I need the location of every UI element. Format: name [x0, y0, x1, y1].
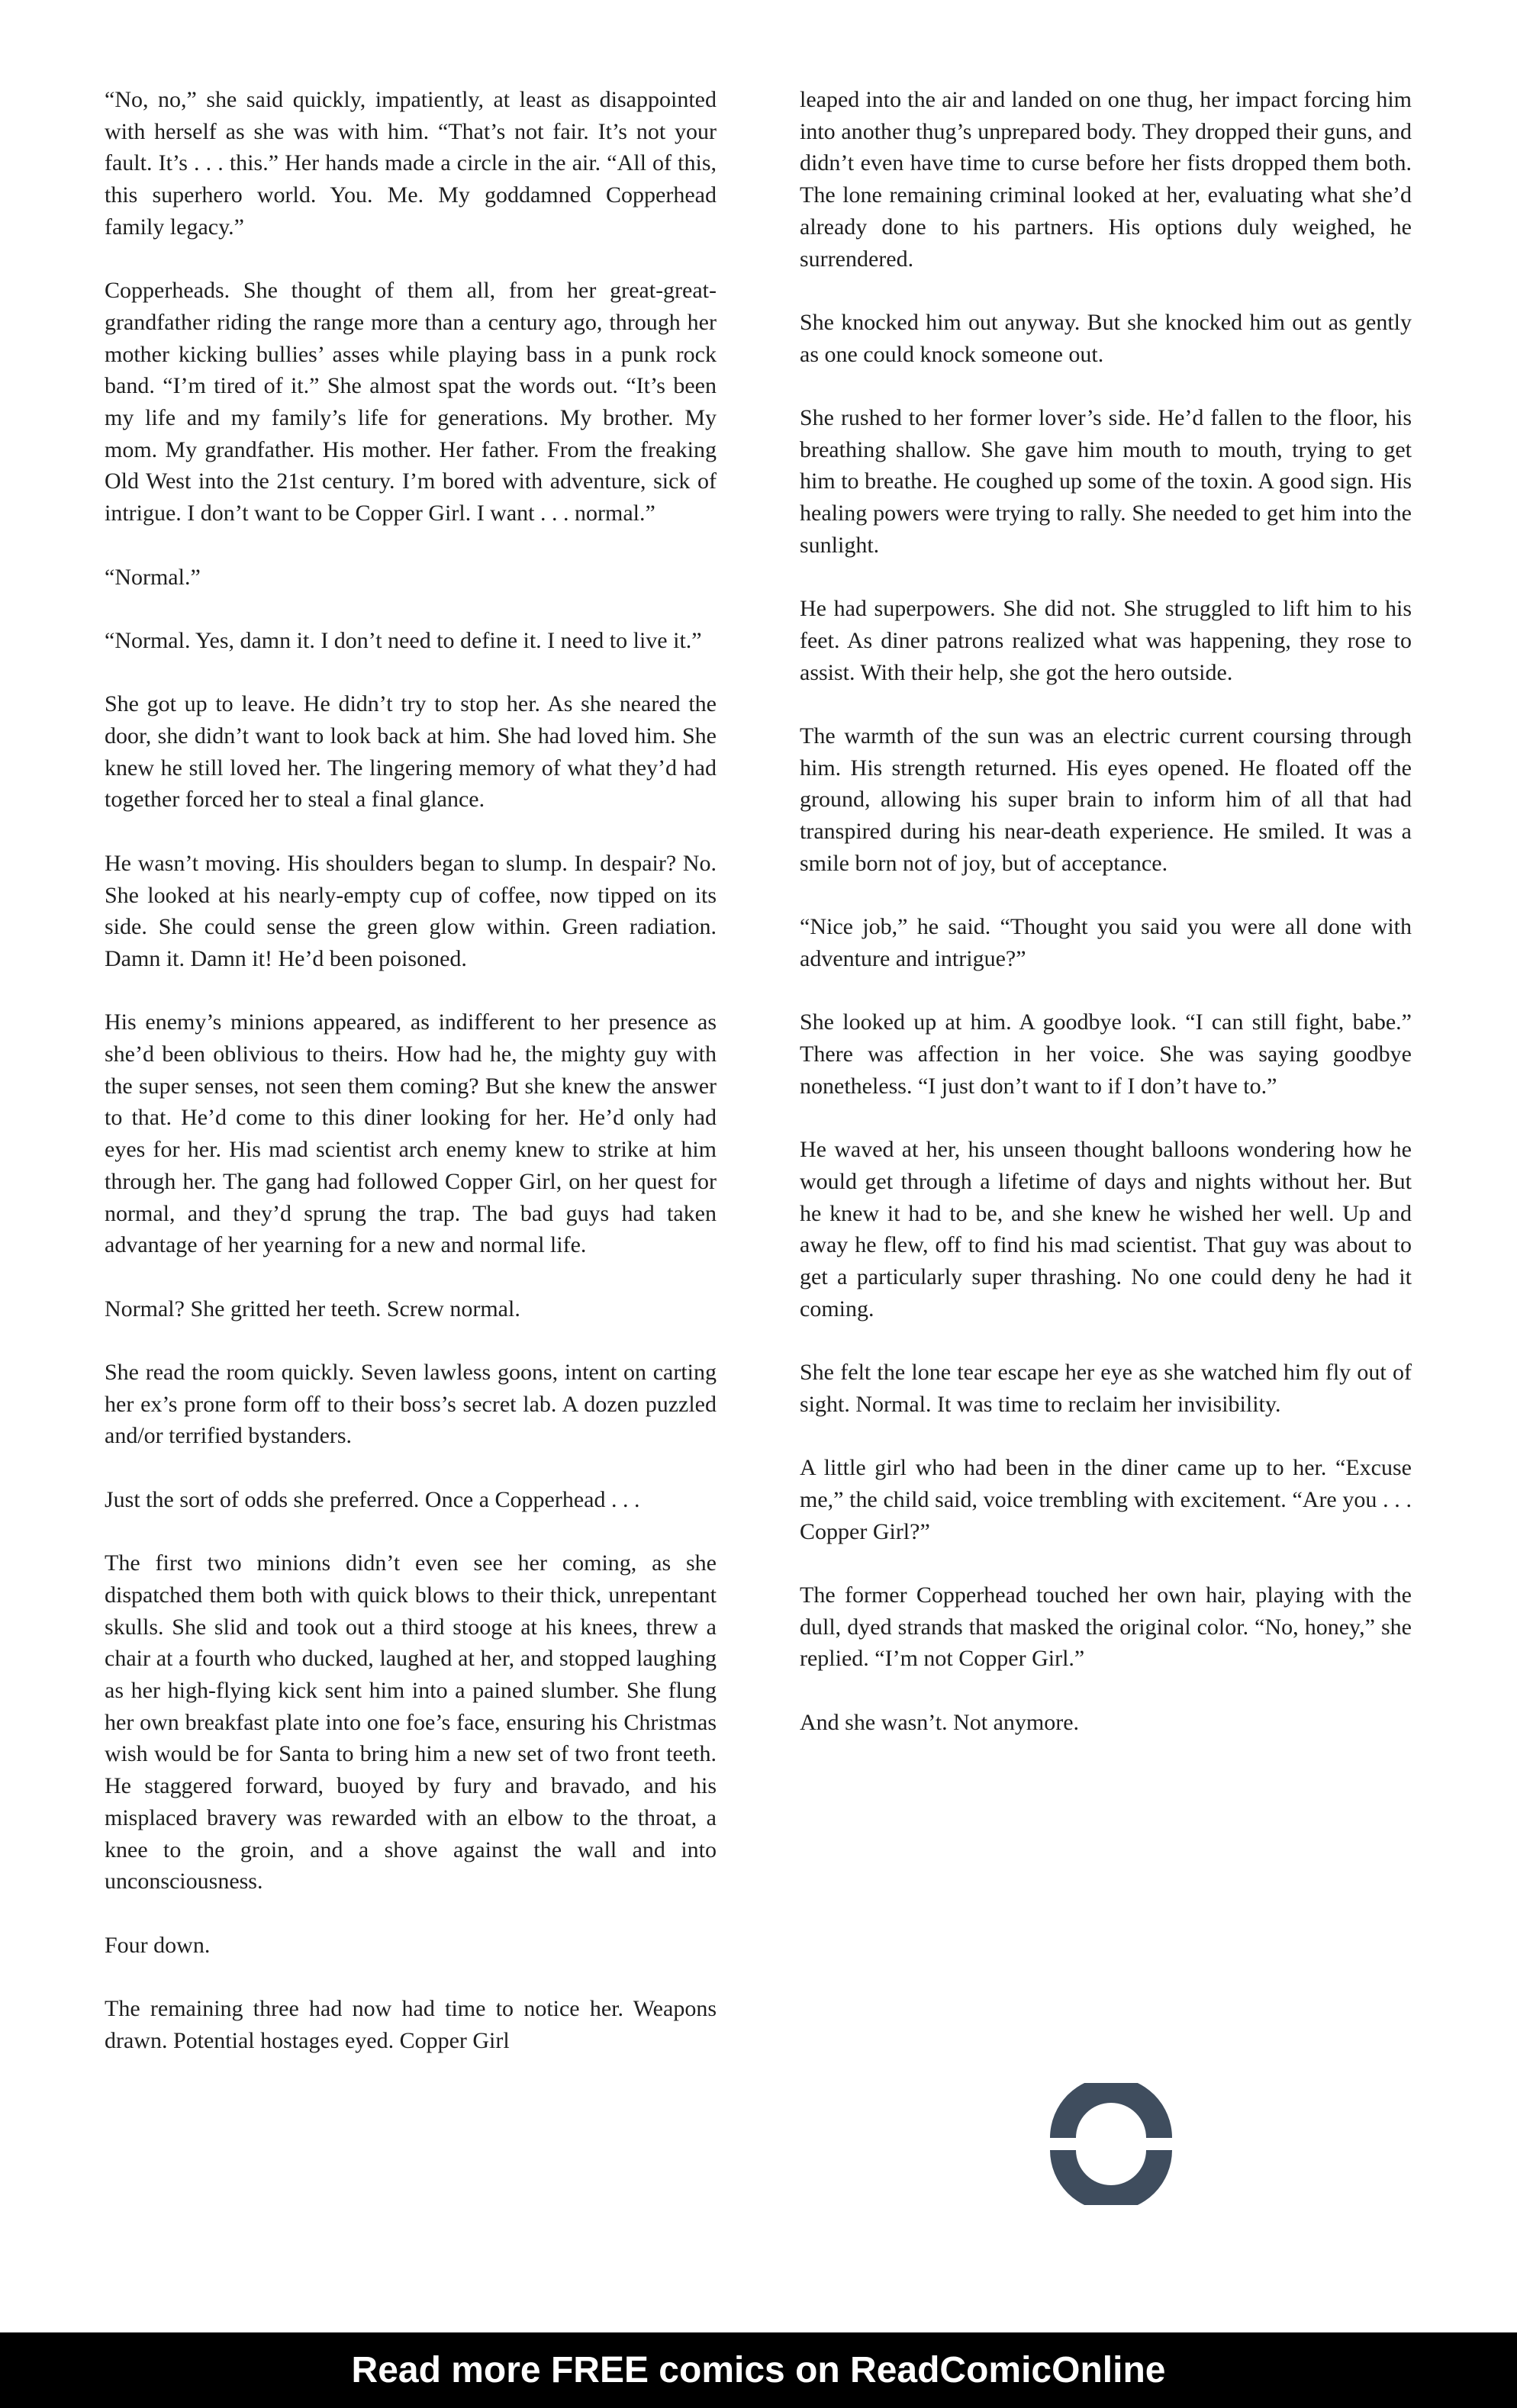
- footer-banner[interactable]: [0, 2332, 1517, 2408]
- paragraph: “Normal. Yes, damn it. I don’t need to define it. I need to live it.”: [105, 627, 702, 653]
- paragraph: A little girl who had been in the diner came up to her. “Excuse me,” the child said, voice trembling with excitement. “Are you . . . Copper Girl?”: [800, 1455, 1412, 1544]
- paragraph: Four down.: [105, 1932, 211, 1958]
- paragraph: His enemy’s minions appeared, as indifferent to her presence as she’d been oblivious to theirs. How had he, the mighty guy with the super senses, not seen them coming? But she knew the answer to that. He’d come to this diner looking for her. He’d only had eyes for her. His mad scientist arch enemy knew to strike at him through her. The gang had followed Copper Girl, on her quest for normal, and they’d sprung the trap. The bad guys had taken advantage of her yearning for a new and normal life.: [105, 1009, 717, 1258]
- paragraph: Normal? She gritted her teeth. Screw normal.: [105, 1296, 520, 1322]
- story-column-left: [105, 84, 717, 2056]
- paragraph: She knocked him out anyway. But she knocked him out as gently as one could knock someone out.: [800, 309, 1412, 367]
- paragraph: Copperheads. She thought of them all, from her great-great-grandfather riding the range more than a century ago, through her mother kicking bullies’ asses while playing bass in a punk rock band. “I’m tired of it.” She almost spat the words out. “It’s been my life and my family’s life for generations. My brother. My mom. My grandfather. His mother. Her father. From the freaking Old West into the 21st century. I’m bored with adventure, sick of intrigue. I don’t want to be Copper Girl. I want . . . normal.”: [105, 278, 717, 526]
- publisher-end-logo-icon: [1050, 2083, 1172, 2205]
- logo-top-half: [1050, 2083, 1172, 2138]
- paragraph: “No, no,” she said quickly, impatiently, at least as disappointed with herself as she was with him. “That’s not fair. It’s not your fault. It’s . . . this.” Her hands made a circle in the air. “All of this, this superhero world. You. Me. My goddamned Copperhead family legacy.”: [105, 87, 717, 240]
- paragraph: The former Copperhead touched her own hair, playing with the dull, dyed strands that masked the original color. “No, honey,” she replied. “I’m not Copper Girl.”: [800, 1582, 1412, 1672]
- paragraph: The remaining three had now had time to notice her. Weapons drawn. Potential hostages eyed. Copper Girl: [105, 1996, 717, 2053]
- paragraph: He waved at her, his unseen thought balloons wondering how he would get through a lifetime of days and nights without her. But he knew it had to be, and she knew he wished her well. Up and away he flew, off to find his mad scientist. That guy was about to get a particularly super thrashing. No one could deny he had it coming.: [800, 1137, 1412, 1322]
- paragraph: She rushed to her former lover’s side. He’d fallen to the floor, his breathing shallow. She gave him mouth to mouth, trying to get him to breathe. He coughed up some of the toxin. A good sign. His healing powers were trying to rally. She needed to get him into the sunlight.: [800, 405, 1412, 558]
- story-column-right: [800, 84, 1412, 1738]
- paragraph: “Nice job,” he said. “Thought you said you were all done with adventure and intrigue?”: [800, 914, 1412, 971]
- paragraph: She felt the lone tear escape her eye as she watched him fly out of sight. Normal. It was time to reclaim her invisibility.: [800, 1360, 1412, 1417]
- logo-bottom-half: [1050, 2150, 1172, 2205]
- paragraph: He wasn’t moving. His shoulders began to slump. In despair? No. She looked at his nearly-empty cup of coffee, now tipped on its side. She could sense the green glow within. Green radiation. Damn it. Damn it! He’d been poisoned.: [105, 850, 717, 971]
- paragraph: leaped into the air and landed on one thug, her impact forcing him into another thug’s unprepared body. They dropped their guns, and didn’t even have time to curse before her fists dropped them both. The lone remaining criminal looked at her, evaluating what she’d already done to his partners. His options duly weighed, he surrendered.: [800, 87, 1412, 272]
- paragraph: She got up to leave. He didn’t try to stop her. As she neared the door, she didn’t want to look back at him. She had loved him. She knew he still loved her. The lingering memory of what they’d had together forced her to steal a final glance.: [105, 691, 717, 813]
- footer-text[interactable]: Read more FREE comics on ReadComicOnline: [351, 2350, 1166, 2390]
- paragraph: The warmth of the sun was an electric current coursing through him. His strength returned. His eyes opened. He floated off the ground, allowing his super brain to inform him of all that had transpired during his near-death experience. He smiled. It was a smile born not of joy, but of acceptance.: [800, 723, 1412, 876]
- paragraph: He had superpowers. She did not. She struggled to lift him to his feet. As diner patrons realized what was happening, they rose to assist. With their help, she got the hero outside.: [800, 596, 1412, 685]
- paragraph: “Normal.”: [105, 564, 201, 590]
- paragraph: Just the sort of odds she preferred. Once a Copperhead . . .: [105, 1486, 640, 1512]
- paragraph: And she wasn’t. Not anymore.: [800, 1709, 1080, 1735]
- paragraph: The first two minions didn’t even see her coming, as she dispatched them both with quick blows to their thick, unrepentant skulls. She slid and took out a third stooge at his knees, threw a chair at a fourth who ducked, laughed at her, and stopped laughing as her high-flying kick sent him into a pained slumber. She flung her own breakfast plate into one foe’s face, ensuring his Christmas wish would be for Santa to bring him a new set of two front teeth. He staggered forward, buoyed by fury and bravado, and his misplaced bravery was rewarded with an elbow to the throat, a knee to the groin, and a shove against the wall and into unconsciousness.: [105, 1550, 717, 1895]
- paragraph: She looked up at him. A goodbye look. “I can still fight, babe.” There was affection in her voice. She was saying goodbye nonetheless. “I just don’t want to if I don’t have to.”: [800, 1009, 1412, 1099]
- paragraph: She read the room quickly. Seven lawless goons, intent on carting her ex’s prone form off to their boss’s secret lab. A dozen puzzled and/or terrified bystanders.: [105, 1360, 717, 1449]
